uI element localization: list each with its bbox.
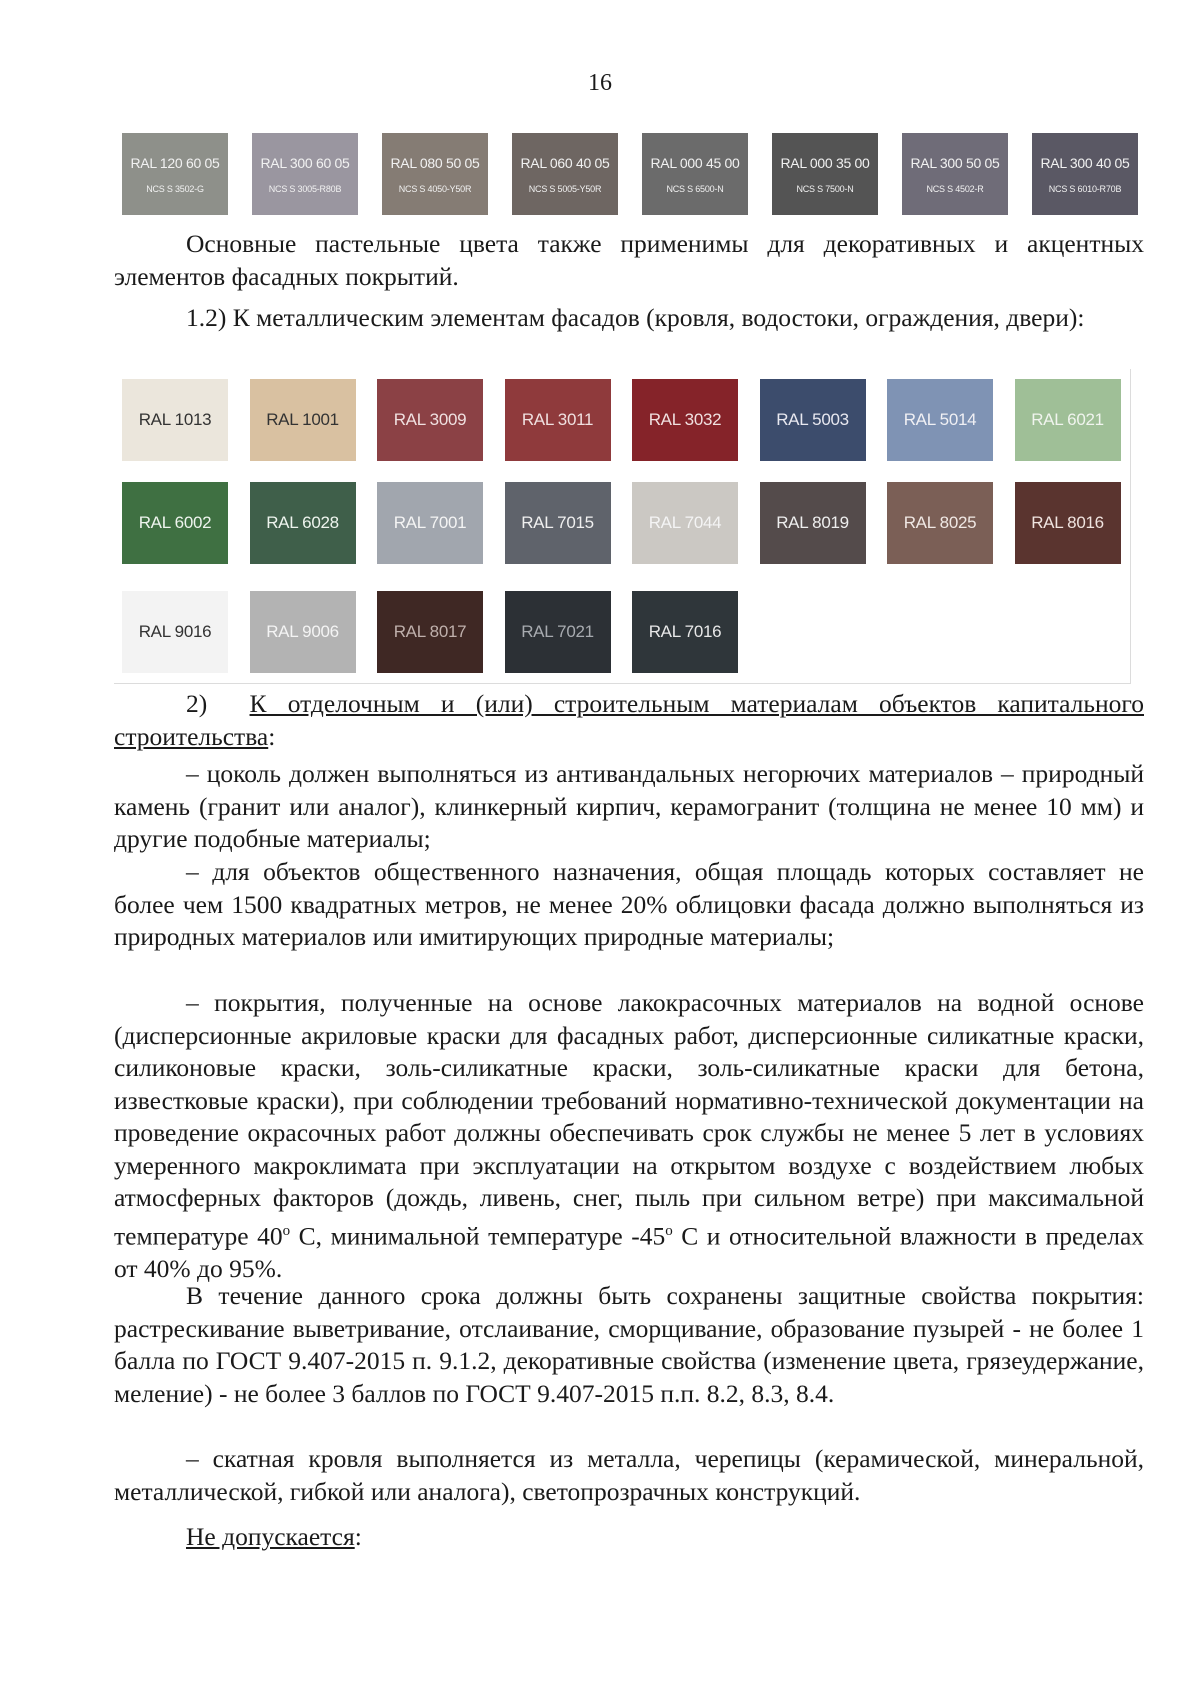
ncs-code: NCS S 7500-N bbox=[796, 183, 854, 194]
ral-swatch: RAL 7015 bbox=[505, 482, 611, 564]
ral-ncs-swatch bbox=[512, 133, 618, 215]
ral-code: RAL 300 60 05 bbox=[260, 154, 350, 171]
ral-code: RAL 060 40 05 bbox=[520, 154, 610, 171]
ral-code: RAL 300 50 05 bbox=[910, 154, 1000, 171]
ral-ncs-swatch bbox=[772, 133, 878, 215]
ral-swatch: RAL 8019 bbox=[760, 482, 866, 564]
metal-color-palette bbox=[114, 369, 1131, 684]
ral-swatch: RAL 5014 bbox=[887, 379, 993, 461]
paragraph-pitched-roof: – скатная кровля выполняется из металла, черепицы (керамической, минеральной, металлической, гибкой или аналога), светопрозрачных конструкций. bbox=[114, 1444, 1144, 1506]
ral-swatch: RAL 1001 bbox=[250, 379, 356, 461]
not-allowed-colon: : bbox=[354, 1522, 362, 1551]
ral-ncs-swatch bbox=[382, 133, 488, 215]
ral-ncs-swatch-strip bbox=[122, 133, 1140, 215]
degree-sign: о bbox=[282, 1222, 291, 1239]
paragraph-public-buildings: – для объектов общественного назначения, общая площадь которых составляет не более чем 1500 квадратных метров, не менее 20% облицовки фасада должно выполняться из природных материалов или имитирующих природные материалы; bbox=[114, 857, 1144, 951]
ral-swatch: RAL 5003 bbox=[760, 379, 866, 461]
not-allowed-heading bbox=[114, 1521, 1144, 1554]
ral-ncs-swatch bbox=[1032, 133, 1138, 215]
ral-swatch: RAL 3009 bbox=[377, 379, 483, 461]
ral-ncs-swatch bbox=[122, 133, 228, 215]
ral-swatch: RAL 6028 bbox=[250, 482, 356, 564]
ral-swatch: RAL 9006 bbox=[250, 591, 356, 673]
ral-swatch: RAL 6021 bbox=[1015, 379, 1121, 461]
ral-swatch: RAL 7021 bbox=[505, 591, 611, 673]
ral-code: RAL 000 45 00 bbox=[650, 154, 740, 171]
ral-swatch: RAL 7001 bbox=[377, 482, 483, 564]
ncs-code: NCS S 4502-R bbox=[926, 183, 984, 194]
ral-swatch: RAL 7044 bbox=[632, 482, 738, 564]
paragraph-paint-coatings bbox=[114, 987, 1144, 1285]
paragraph-pastel: Основные пастельные цвета также применимы для декоративных и акцентных элементов фасадных покрытий. bbox=[114, 229, 1144, 291]
paint-text-1: – покрытия, полученные на основе лакокрасочных материалов на водной основе (дисперсионные акриловые краски для фасадных работ, дисперсионные силикатные краски, силиконовые краски, золь-силикатные краски, золь-силикатные краски для бетона, известковые краски), при соблюдении требований нормативно-технической документации на проведение окрасочных работ должны обеспечивать срок службы не менее 5 лет в условиях умеренного макроклимата при эксплуатации на открытом воздухе с воздействием любых атмосферных факторов (дождь, ливень, снег, пыль при сильном ветре) при максимальной температуре 40 bbox=[114, 988, 1144, 1250]
ral-code: RAL 080 50 05 bbox=[390, 154, 480, 171]
ral-swatch: RAL 8017 bbox=[377, 591, 483, 673]
ncs-code: NCS S 6500-N bbox=[666, 183, 724, 194]
ral-swatch: RAL 9016 bbox=[122, 591, 228, 673]
section-2-heading bbox=[114, 688, 1144, 753]
ral-swatch: RAL 6002 bbox=[122, 482, 228, 564]
ral-code: RAL 000 35 00 bbox=[780, 154, 870, 171]
ncs-code: NCS S 5005-Y50R bbox=[528, 183, 602, 194]
ral-swatch: RAL 1013 bbox=[122, 379, 228, 461]
paint-text-2: С, минимальной температуре -45 bbox=[290, 1221, 666, 1250]
paragraph-metal-elements: 1.2) К металлическим элементам фасадов (кровля, водостоки, ограждения, двери): bbox=[186, 303, 1085, 332]
not-allowed-label: Не допускается bbox=[186, 1522, 355, 1551]
ral-swatch: RAL 3032 bbox=[632, 379, 738, 461]
ral-ncs-swatch bbox=[252, 133, 358, 215]
page-number: 16 bbox=[588, 70, 612, 96]
ral-swatch: RAL 7016 bbox=[632, 591, 738, 673]
ral-swatch: RAL 8016 bbox=[1015, 482, 1121, 564]
degree-sign: о bbox=[665, 1222, 673, 1239]
ral-ncs-swatch bbox=[642, 133, 748, 215]
paragraph-plinth: – цоколь должен выполняться из антивандальных негорючих материалов – природный камень (гранит или аналог), клинкерный кирпич, керамогранит (толщина не менее 10 мм) и другие подобные материалы; bbox=[114, 759, 1144, 853]
section-number: 2) bbox=[186, 689, 208, 718]
section-title: К отделочным и (или) строительным материалам объектов капитального строительства bbox=[114, 689, 1144, 751]
ral-code: RAL 300 40 05 bbox=[1040, 154, 1130, 171]
ncs-code: NCS S 3502-G bbox=[146, 183, 204, 194]
section-colon: : bbox=[268, 721, 276, 751]
ral-swatch: RAL 8025 bbox=[887, 482, 993, 564]
ral-swatch: RAL 3011 bbox=[505, 379, 611, 461]
ral-code: RAL 120 60 05 bbox=[130, 154, 220, 171]
ncs-code: NCS S 3005-R80B bbox=[268, 183, 342, 194]
paint-text-3: С и относительной влажности в пределах от 40% до 95%. bbox=[114, 1221, 1145, 1283]
ncs-code: NCS S 4050-Y50R bbox=[398, 183, 472, 194]
ral-ncs-swatch bbox=[902, 133, 1008, 215]
paragraph-protection-term: В течение данного срока должны быть сохранены защитные свойства покрытия: растрескивание выветривание, отслаивание, сморщивание, образование пузырей - не более 1 балла по ГОСТ 9.407-2015 п. 9.1.2, декоративные свойства (изменение цвета, грязеудержание, меление) - не более 3 баллов по ГОСТ 9.407-2015 п.п. 8.2, 8.3, 8.4. bbox=[114, 1281, 1144, 1408]
ncs-code: NCS S 6010-R70B bbox=[1048, 183, 1122, 194]
